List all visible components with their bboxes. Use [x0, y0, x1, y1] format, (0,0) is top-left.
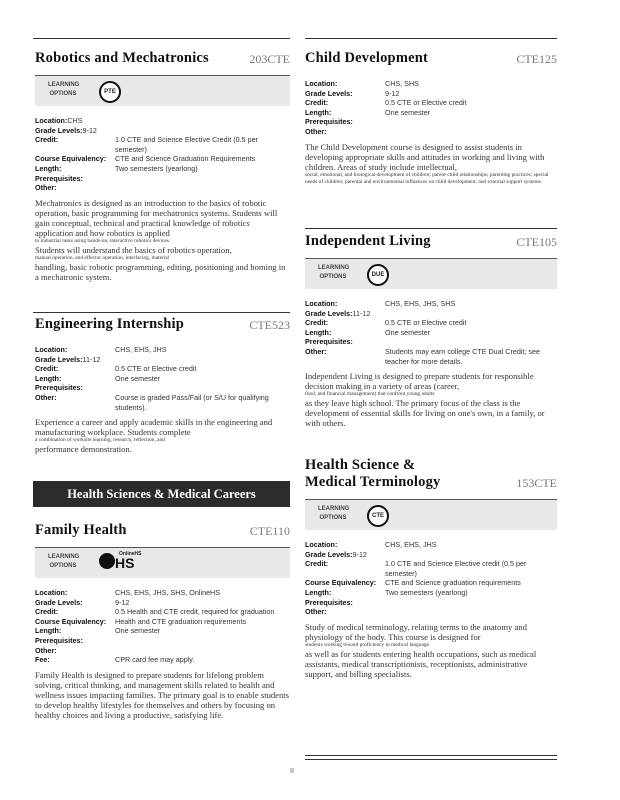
desc-small: social, emotional, and biological development of children; parent-child relationships; parenting practices; special needs of children; parental and environmental influences on child development; and external support systems.	[305, 171, 549, 185]
course-info	[305, 540, 557, 617]
location-label: Location:	[305, 79, 338, 88]
dual-credit-badge-icon: DUE	[367, 264, 389, 286]
desc-small: a combination of worksite learning, research, reflection, and	[35, 437, 165, 444]
length-value: Two semesters (yearlong)	[385, 587, 468, 597]
course-code: CTE110	[249, 524, 290, 538]
location-value: CHS	[67, 116, 83, 125]
desc-text-2: Students will understand the basics of robotics operation,	[35, 244, 232, 255]
length-label: Length:	[305, 327, 332, 337]
length-label: Length:	[305, 107, 332, 117]
section-rule	[305, 228, 557, 229]
learning-options-label: LEARNING OPTIONS	[48, 82, 80, 97]
learning-options-label: LEARNING OPTIONS	[318, 506, 350, 521]
grade-value: 11-12	[352, 308, 371, 318]
equiv-value: Health and CTE graduation requirements	[115, 616, 247, 626]
credit-label: Credit:	[305, 559, 329, 569]
equiv-label: Course Equivalency:	[305, 578, 377, 588]
other-label: Other:	[305, 607, 327, 617]
learning-options-bar	[305, 258, 557, 289]
course-info	[35, 345, 290, 412]
ohs-small-text: OnlineHS	[119, 551, 142, 557]
learning-options-bar	[35, 75, 290, 106]
course-description	[305, 142, 557, 186]
course-description	[35, 670, 290, 720]
other-label: Other:	[305, 346, 327, 356]
desc-text-2: as well as for students entering health occupations, such as medical assistants, medical transcriptionists, receptionists, administrative support, and billing specialists.	[305, 648, 537, 679]
location-value: CHS, EHS, JHS, SHS	[385, 299, 456, 308]
grade-label: Grade Levels:	[35, 597, 83, 607]
course-title: Independent Living	[305, 233, 431, 249]
ohs-big-text: HS	[115, 555, 135, 571]
top-rule-right	[305, 38, 557, 39]
course-description	[305, 622, 557, 679]
learning-options-label: LEARNING OPTIONS	[48, 554, 80, 569]
location-label: Location:	[35, 345, 68, 354]
other-label: Other:	[35, 183, 57, 193]
equiv-label: Course Equivalency:	[35, 154, 107, 164]
course-health-science	[305, 457, 557, 679]
course-description	[35, 198, 290, 282]
prereq-label: Prerequisites:	[305, 117, 353, 127]
grade-value: 9-12	[115, 597, 130, 607]
course-title: Family Health	[35, 522, 127, 538]
course-engineering-internship	[35, 316, 290, 454]
prereq-label: Prerequisites:	[35, 173, 83, 183]
prereq-label: Prerequisites:	[305, 337, 353, 347]
prereq-label: Prerequisites:	[35, 383, 83, 393]
credit-label: Credit:	[35, 135, 59, 145]
desc-text-2: performance demonstration.	[35, 444, 132, 455]
location-label: Location:	[35, 116, 68, 125]
course-title: Child Development	[305, 50, 429, 66]
prereq-label: Prerequisites:	[35, 635, 83, 645]
equiv-label: Course Equivalency:	[35, 616, 107, 626]
cte-badge-icon: CTE	[367, 505, 389, 527]
desc-text: The Child Development course is designed to assist students in developing appropriate skills and attitudes in working and living with children. Areas of study include intellectual,	[305, 141, 545, 172]
credit-value: 0.5 Health and CTE credit, required for graduation	[115, 607, 275, 617]
other-label: Other:	[35, 645, 57, 655]
top-rule-left	[33, 38, 290, 39]
course-info	[35, 116, 290, 193]
credit-label: Credit:	[305, 98, 329, 108]
learning-options-bar	[305, 499, 557, 530]
length-value: One semester	[385, 107, 431, 117]
desc-text-2: as they leave high school. The primary focus of the class is the development of essential skills for living on one's own, in a family, or with others.	[305, 398, 545, 429]
course-title-line-1: Health Science &	[305, 457, 416, 473]
equiv-value: CTE and Science graduation requirements	[385, 578, 521, 588]
course-code: 203CTE	[249, 52, 290, 66]
other-value: Students may earn college CTE Dual Credit; see teacher for more details.	[385, 346, 541, 366]
course-code: CTE523	[249, 318, 290, 332]
grade-label: Grade Levels:	[305, 549, 353, 559]
location-value: CHS, EHS, JHS	[115, 345, 167, 354]
desc-text: Mechatronics is designed as an introduction to the basics of robotic operation, basic programming for mechatronics systems. Students will gain conceptual, technical and practical knowledge of robotics application and how robotics is applied	[35, 197, 278, 238]
desc-small: food, and financial management) that confront young adults	[305, 391, 435, 398]
desc-small: to industrial tasks using hands-on, interactive robotics devices.	[35, 237, 171, 244]
length-label: Length:	[35, 373, 62, 383]
credit-value: 1.0 CTE and Science Elective credit (0.5 per semester)	[385, 559, 527, 578]
grade-label: Grade Levels:	[35, 125, 83, 135]
other-label: Other:	[305, 126, 327, 136]
section-rule	[33, 312, 290, 313]
desc-text: Experience a career and apply academic skills in the engineering and manufacturing workplace. Students complete	[35, 417, 273, 438]
credit-label: Credit:	[305, 318, 329, 328]
learning-options-label: LEARNING OPTIONS	[318, 265, 350, 280]
desc-text: Independent Living is designed to prepare students for responsible decision making in a variety of areas (career,	[305, 371, 534, 392]
course-child-development	[305, 50, 557, 186]
course-description	[35, 417, 290, 454]
location-value: CHS, EHS, JHS, SHS, OnlineHS	[115, 588, 221, 597]
desc-small-2: manual operation, end effector operation, interfacing, material	[35, 254, 170, 261]
other-label: Other:	[35, 392, 57, 402]
location-value: CHS, SHS	[385, 79, 419, 88]
course-info	[35, 588, 290, 665]
length-value: One semester	[115, 373, 161, 383]
credit-value: 0.5 CTE or Elective credit	[115, 364, 197, 374]
course-title: Robotics and Mechatronics	[35, 50, 209, 66]
equiv-value: CTE and Science Graduation Requirements	[115, 154, 256, 164]
desc-text: Family Health is designed to prepare students for lifelong problem solving, critical thinking, and management skills related to health and wellness issues impacting families. The primary goal is to enable students to develop healthy lifestyles for themselves and others by focusing on healthy choices and living a productive, satisfying life.	[35, 669, 290, 720]
grade-value: 9-12	[352, 549, 367, 559]
length-label: Length:	[35, 163, 62, 173]
course-title-line-2: Medical Terminology	[305, 474, 441, 490]
grade-label: Grade Levels:	[35, 354, 83, 364]
location-label: Location:	[305, 299, 338, 308]
bottom-rule	[305, 755, 557, 756]
grade-value: 11-12	[82, 354, 101, 364]
course-family-health	[35, 522, 290, 720]
course-title: Engineering Internship	[35, 316, 185, 332]
online-hs-logo-icon	[99, 551, 142, 573]
course-code: CTE125	[516, 52, 557, 66]
course-description	[305, 371, 557, 428]
location-value: CHS, EHS, JHS	[385, 540, 437, 549]
location-label: Location:	[305, 540, 338, 549]
credit-value: 0.5 CTE or Elective credit	[385, 318, 467, 328]
pte-badge-icon: PTE	[99, 81, 121, 103]
course-code: 153CTE	[516, 476, 557, 490]
desc-text-3: handling, basic robotic programming, editing, positioning and homing in a mechatronic system.	[35, 261, 286, 282]
prereq-label: Prerequisites:	[305, 597, 353, 607]
credit-label: Credit:	[35, 364, 59, 374]
course-independent-living	[305, 233, 557, 428]
course-info	[305, 299, 557, 366]
length-value: Two semesters (yearlong)	[115, 163, 198, 173]
other-value: Course is graded Pass/Fail (or S/U for qualifying students).	[115, 392, 269, 412]
fee-label: Fee:	[35, 655, 50, 665]
desc-small: students working toward proficiency in medical language	[305, 641, 429, 648]
grade-value: 9-12	[82, 125, 97, 135]
section-banner: Health Sciences & Medical Careers	[33, 481, 290, 507]
grade-label: Grade Levels:	[305, 308, 353, 318]
desc-text: Study of medical terminology, relating terms to the anatomy and physiology of the body. This course is designed for	[305, 621, 527, 642]
page-number: II	[290, 768, 294, 775]
course-info	[305, 79, 557, 137]
credit-value: 0.5 CTE or Elective credit	[385, 98, 467, 108]
credit-value: 1.0 CTE and Science Elective Credit (0.5 per semester)	[115, 135, 259, 154]
length-value: One semester	[385, 327, 431, 337]
credit-label: Credit:	[35, 607, 59, 617]
location-label: Location:	[35, 588, 68, 597]
bottom-rule-2	[305, 759, 557, 760]
learning-options-bar	[35, 547, 290, 578]
length-value: One semester	[115, 626, 161, 636]
course-code: CTE105	[516, 235, 557, 249]
fee-value: CPR card fee may apply.	[115, 655, 195, 665]
grade-value: 9-12	[385, 88, 400, 98]
length-label: Length:	[35, 626, 62, 636]
grade-label: Grade Levels:	[305, 88, 353, 98]
length-label: Length:	[305, 587, 332, 597]
course-robotics	[35, 50, 290, 282]
